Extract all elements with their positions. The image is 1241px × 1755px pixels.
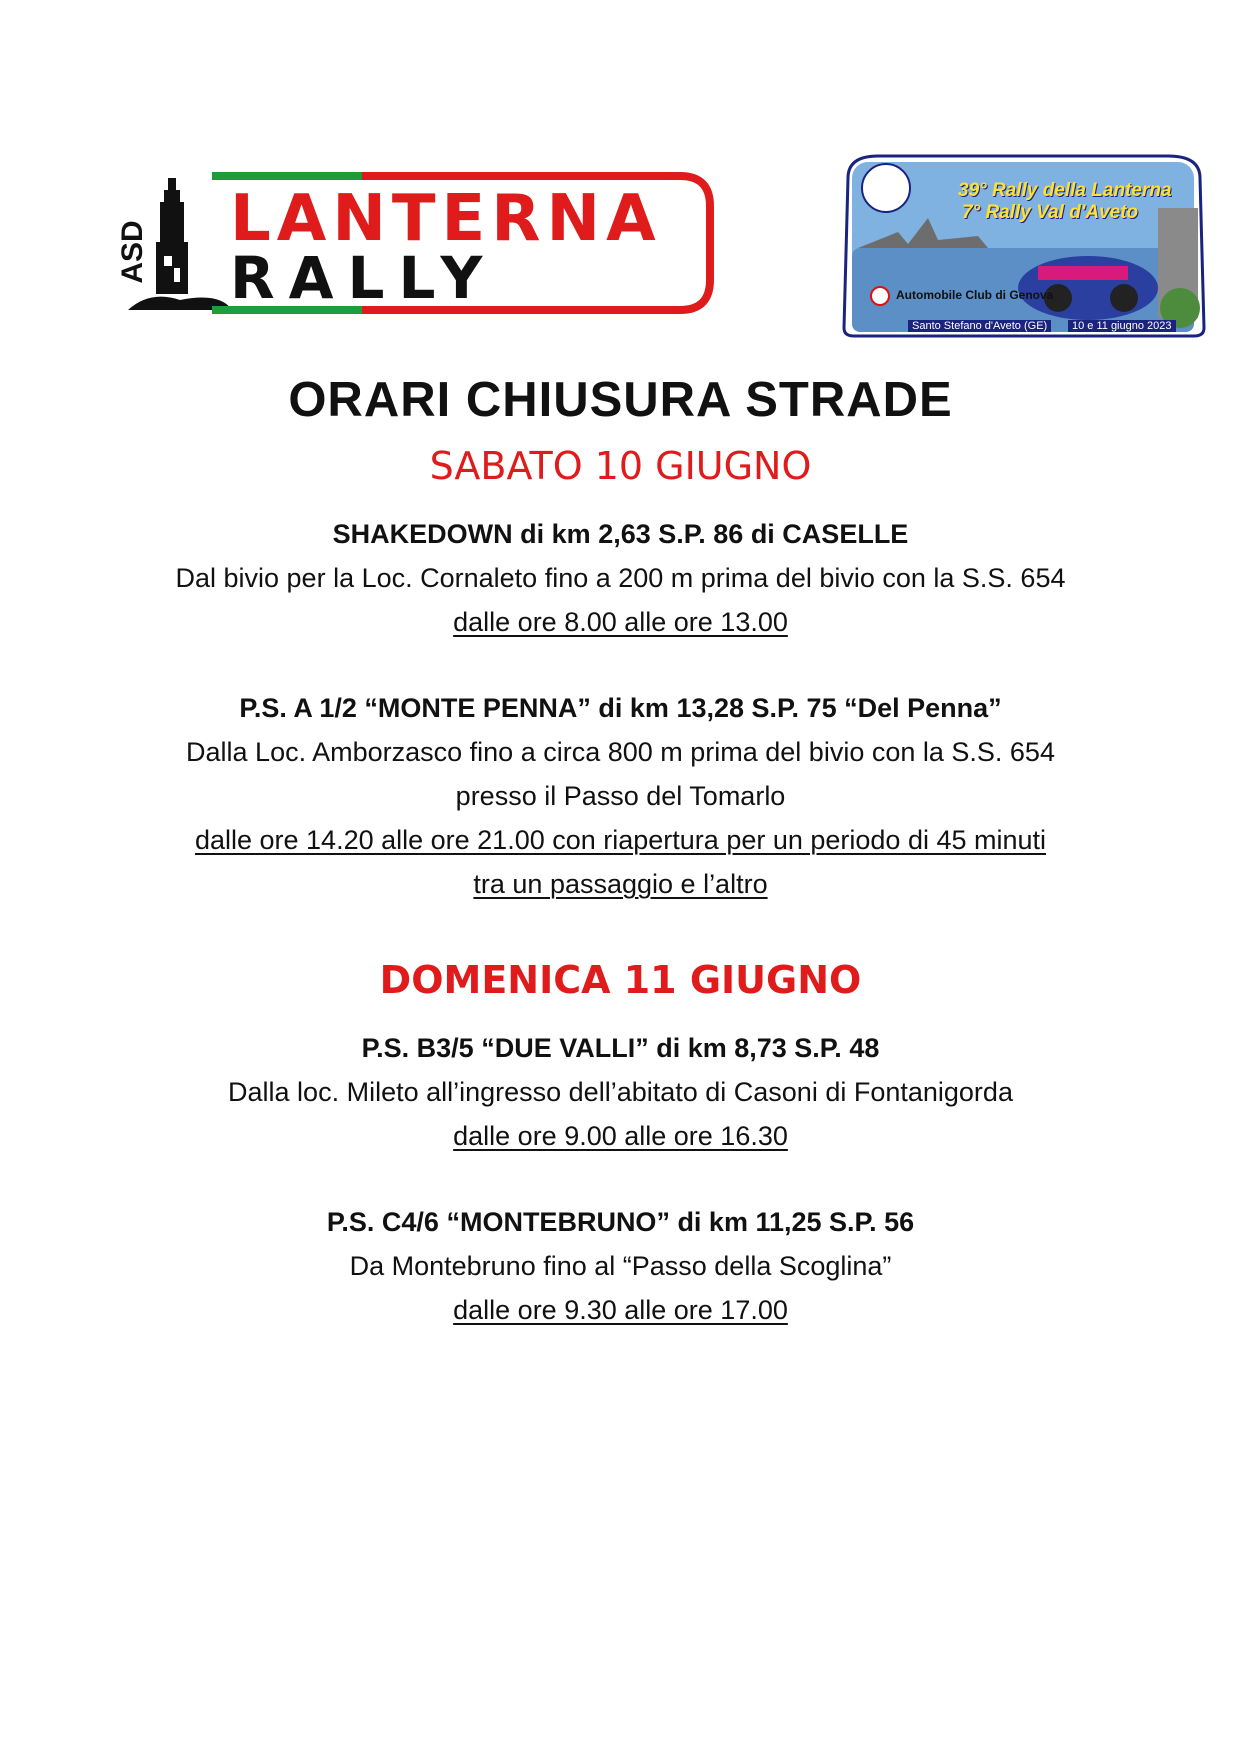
green-stripe-top — [212, 172, 362, 180]
stage-route: Da Montebruno fino al “Passo della Scoglina” — [349, 1251, 892, 1281]
day-heading-sunday: DOMENICA 11 GIUGNO — [379, 958, 862, 1002]
rally-plate — [838, 148, 1210, 342]
stage-heading: P.S. C4/6 “MONTEBRUNO” di km 11,25 S.P. 56 — [326, 1207, 915, 1237]
plate-place: Santo Stefano d'Aveto (GE) — [908, 320, 1051, 332]
plate-dates: 10 e 11 giugno 2023 — [1068, 320, 1176, 332]
stage-heading: P.S. A 1/2 “MONTE PENNA” di km 13,28 S.P. 75 “Del Penna” — [239, 693, 1002, 723]
stage-route: Dalla loc. Mileto all’ingresso dell’abitato di Casoni di Fontanigorda — [228, 1077, 1013, 1107]
stage-times-cont: tra un passaggio e l’altro — [473, 869, 768, 899]
stage-times: dalle ore 14.20 alle ore 21.00 con riapertura per un periodo di 45 minuti — [194, 825, 1047, 855]
stage-times: dalle ore 9.00 alle ore 16.30 — [453, 1121, 788, 1151]
asd-label: ASD — [116, 220, 149, 284]
page-title: ORARI CHIUSURA STRADE — [288, 373, 953, 427]
stage-shakedown — [0, 512, 1241, 644]
logo-line-lanterna: LANTERNA — [230, 182, 662, 256]
red-stripe-top — [362, 172, 502, 180]
plate-club: Automobile Club di Genova — [896, 288, 1054, 302]
logo-line-rally: RALLY — [230, 244, 497, 312]
lanterna-rally-logo — [116, 160, 800, 322]
plate-title-line1: 39° Rally della Lanterna — [958, 180, 1172, 201]
stage-monte-penna — [0, 686, 1241, 906]
stage-route: Dalla Loc. Amborzasco fino a circa 800 m prima del bivio con la S.S. 654 — [186, 737, 1055, 767]
stage-route-cont: presso il Passo del Tomarlo — [455, 781, 786, 811]
stage-due-valli — [0, 1026, 1241, 1158]
stage-heading: P.S. B3/5 “DUE VALLI” di km 8,73 S.P. 48 — [361, 1033, 880, 1063]
stage-montebruno — [0, 1200, 1241, 1332]
stage-times: dalle ore 9.30 alle ore 17.00 — [453, 1295, 788, 1325]
stage-times: dalle ore 8.00 alle ore 13.00 — [453, 607, 788, 637]
day-heading-saturday: SABATO 10 GIUGNO — [429, 444, 812, 488]
plate-title-line2: 7° Rally Val d'Aveto — [962, 202, 1139, 223]
stage-route: Dal bivio per la Loc. Cornaleto fino a 200 m prima del bivio con la S.S. 654 — [175, 563, 1066, 593]
stage-heading: SHAKEDOWN di km 2,63 S.P. 86 di CASELLE — [332, 519, 909, 549]
